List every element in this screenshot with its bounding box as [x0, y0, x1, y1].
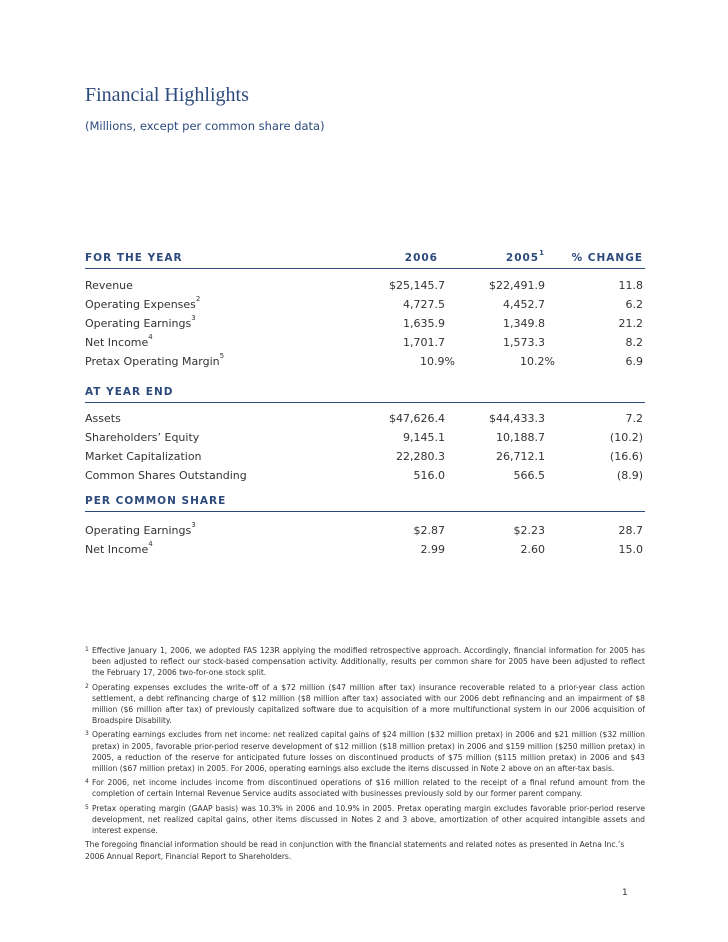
footnote-number: 2	[85, 682, 89, 690]
section-title: PER COMMON SHARE	[85, 495, 227, 507]
footnote	[85, 645, 645, 679]
footnote	[85, 729, 645, 774]
table-row	[85, 465, 645, 484]
footnote-text: Operating expenses excludes the write-off of a $72 million ($47 million after tax) insurance recoverable related to a prior-year class action settlement, a debt refinancing charge of $12 million ($8 million after tax) associated with our 2006 debt refinancing and an impairment of $8 million ($6 million after tax) of previously capitalized software due to acquisition of a more multifunctional system in our 2006 acquisition of Broadspire Disability.	[92, 682, 645, 726]
value-2005: $22,491.9	[489, 279, 545, 292]
footnote-ref: 5	[219, 352, 225, 360]
value-2006: $47,626.4	[389, 412, 445, 425]
value-2005: 10,188.7	[496, 431, 545, 444]
value-change: (16.6)	[609, 450, 643, 463]
footnote	[85, 777, 645, 799]
footnote-ref: 3	[191, 314, 196, 322]
table-row	[85, 351, 645, 370]
footnote-number: 3	[85, 730, 89, 738]
section-header	[85, 250, 645, 269]
footnote-ref: 2	[195, 295, 201, 303]
column-header-2005: 2005$^1$	[505, 249, 545, 264]
at-year-end-section	[85, 384, 645, 484]
footnote	[85, 803, 645, 837]
rows-container	[85, 408, 645, 484]
column-header-change: % CHANGE	[571, 252, 643, 264]
value-2006: 1,635.9	[403, 317, 445, 330]
value-change: (10.2)	[609, 431, 643, 444]
value-change: (8.9)	[616, 469, 643, 482]
value-2005: 1,349.8	[503, 317, 545, 330]
footnote-ref: 4	[148, 540, 153, 548]
table-row	[85, 332, 645, 351]
page-subtitle: (Millions, except per common share data)	[85, 119, 325, 133]
row-label: Operating Earnings$^3$	[85, 521, 196, 537]
value-change: 15.0	[618, 543, 643, 556]
footnote-text: Pretax operating margin (GAAP basis) was 10.3% in 2006 and 10.9% in 2005. Pretax operating margin excludes favorable prior-period reserve development, net realized capital gains, other items discussed in Notes 2 and 3 above, amortization of other acquired intangible assets and interest expense.	[92, 803, 645, 836]
table-row	[85, 408, 645, 427]
footnote	[85, 682, 645, 727]
value-change: 8.2	[625, 336, 643, 349]
page-title: Financial Highlights	[85, 84, 249, 106]
value-2006: 516.0	[413, 469, 445, 482]
value-2006: 22,280.3	[396, 450, 445, 463]
footnotes	[85, 645, 645, 839]
value-change: 6.9	[625, 355, 643, 368]
row-label: Common Shares Outstanding	[85, 469, 247, 482]
value-change: 6.2	[625, 298, 643, 311]
value-2006: 4,727.5	[403, 298, 445, 311]
value-2005: 4,452.7	[503, 298, 545, 311]
row-label: Assets	[85, 412, 121, 425]
value-change: 21.2	[618, 317, 643, 330]
value-2005: 566.5	[513, 469, 545, 482]
value-2006: $25,145.7	[389, 279, 445, 292]
table-row	[85, 539, 645, 558]
section-header	[85, 493, 645, 512]
value-2005: 2.60	[520, 543, 545, 556]
value-2006: 2.99	[420, 543, 445, 556]
footnote-number: 5	[85, 803, 89, 811]
row-label: Revenue	[85, 279, 133, 292]
value-2006: $2.87	[413, 524, 445, 537]
row-label: Net Income$^4$	[85, 540, 153, 556]
per-common-share-section	[85, 493, 645, 558]
table-row	[85, 294, 645, 313]
table-row	[85, 427, 645, 446]
row-label: Net Income$^4$	[85, 333, 153, 349]
footnote-text: Effective January 1, 2006, we adopted FAS 123R applying the modified retrospective approach. Accordingly, financial information for 2005 has been adjusted to reflect our stock-based compensation activity. Additionally, results per common share for 2005 have been adjusted to reflect the February 17, 2006 two-for-one stock split.	[92, 646, 645, 678]
section-title: AT YEAR END	[85, 386, 174, 398]
page-number: 1	[622, 888, 628, 898]
row-label: Operating Expenses$^2$	[85, 295, 201, 311]
rows-container	[85, 520, 645, 558]
column-header-2006: 2006	[404, 252, 438, 264]
row-label: Pretax Operating Margin$^5$	[85, 352, 225, 368]
value-2005: 10.2%	[520, 355, 555, 368]
for-the-year-section	[85, 250, 645, 370]
value-change: 28.7	[618, 524, 643, 537]
footnote-text: Operating earnings excludes from net income: net realized capital gains of $24 million ($32 million pretax) in 2006 and $21 million ($32 million pretax) in 2005, favorable prior-period reserve development of $12 million ($18 million pretax) in 2006 and $159 million ($250 million pretax) in 2005, a reduction of the reserve for anticipated future losses on discontinued products of $75 million ($115 million pretax) in 2006 and $43 million ($67 million pretax) in 2005. For 2006, operating earnings also exclude the items discussed in Note 2 above on an after-tax basis.	[92, 730, 645, 774]
row-label: Market Capitalization	[85, 450, 202, 463]
section-title: FOR THE YEAR	[85, 252, 183, 264]
value-2005: 26,712.1	[496, 450, 545, 463]
footnote-text: For 2006, net income includes income from discontinued operations of $16 million related to the receipt of a final refund amount from the completion of certain Internal Revenue Service audits associated with businesses previously sold by our former parent company.	[92, 778, 645, 799]
value-2006: 1,701.7	[403, 336, 445, 349]
footnote-number: 1	[85, 646, 89, 653]
section-header	[85, 384, 645, 403]
table-row	[85, 520, 645, 539]
row-label: Shareholders’ Equity	[85, 431, 200, 444]
table-row	[85, 446, 645, 465]
value-2005: $2.23	[513, 524, 545, 537]
closing-note: The foregoing financial information should be read in conjunction with the financial statements and related notes as presented in Aetna Inc.’s 2006 Annual Report, Financial Report to Shareholders.	[85, 840, 625, 861]
footnote-ref: 3	[191, 521, 196, 529]
table-row	[85, 275, 645, 294]
value-2005: $44,433.3	[489, 412, 545, 425]
value-2005: 1,573.3	[503, 336, 545, 349]
footnote-ref: 4	[148, 333, 153, 341]
value-change: 7.2	[625, 412, 643, 425]
footnote-number: 4	[85, 778, 89, 786]
table-row	[85, 313, 645, 332]
value-2006: 10.9%	[420, 355, 455, 368]
value-2006: 9,145.1	[403, 431, 445, 444]
rows-container	[85, 275, 645, 370]
value-change: 11.8	[618, 279, 643, 292]
row-label: Operating Earnings$^3$	[85, 314, 196, 330]
